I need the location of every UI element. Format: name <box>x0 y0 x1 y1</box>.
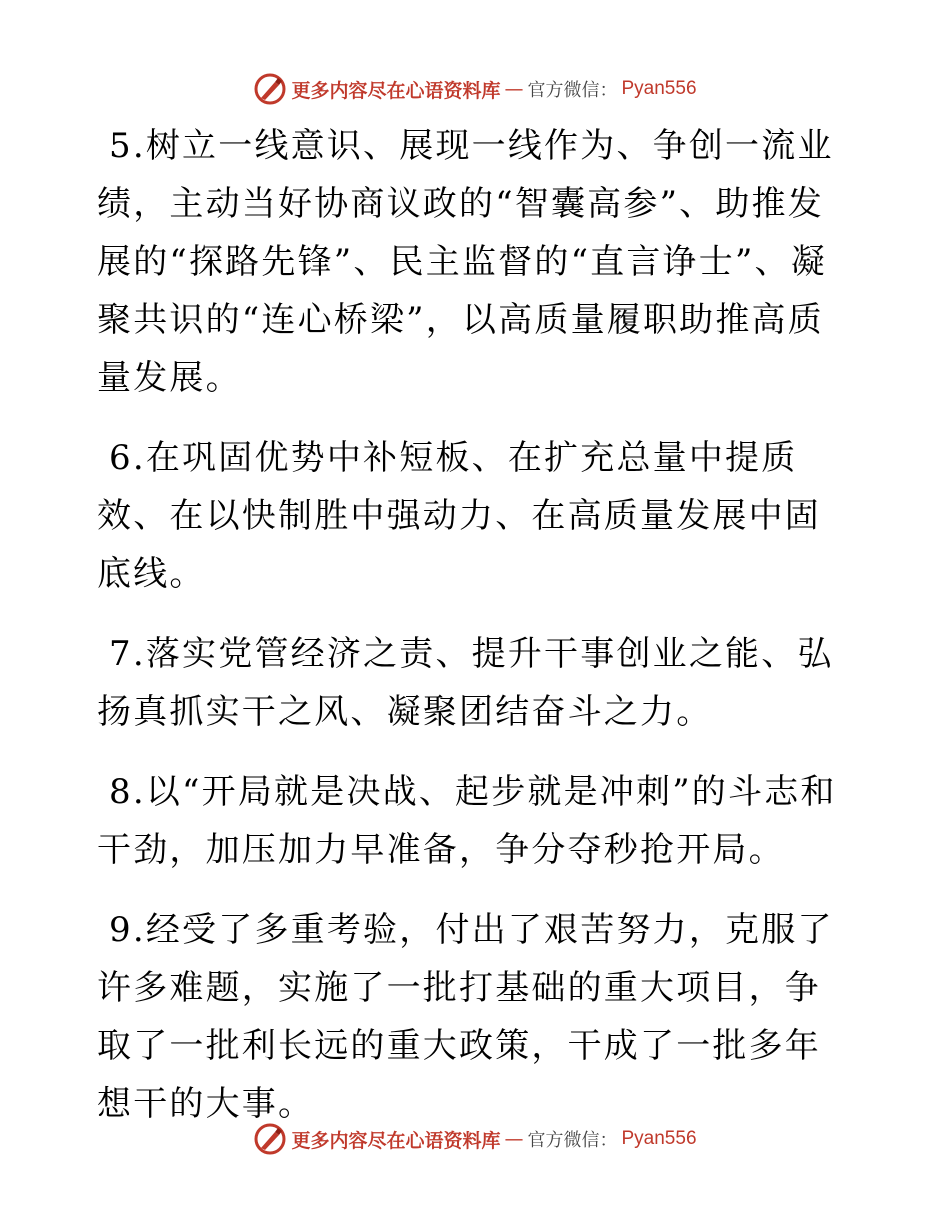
pen-logo-icon <box>253 1122 287 1156</box>
paragraph-5: 5.树立一线意识、展现一线作为、争创一流业绩，主动当好协商议政的“智囊高参”、助推发展的“探路先锋”、民主监督的“直言诤士”、凝聚共识的“连心桥梁”，以高质量履职助推高质量发展。 <box>97 126 834 398</box>
paragraph-9: 9.经受了多重考验，付出了艰苦努力，克服了许多难题，实施了一批打基础的重大项目，争取了一批利长远的重大政策，干成了一批多年想干的大事。 <box>97 910 834 1124</box>
pen-logo-icon <box>253 72 287 106</box>
paragraph-6: 6.在巩固优势中补短板、在扩充总量中提质效、在以快制胜中强动力、在高质量发展中固底线。 <box>97 438 821 594</box>
watermark-official-label: 官方微信： <box>527 1130 618 1151</box>
document-body <box>97 117 857 1155</box>
paragraph-8: 8.以“开局就是决战、起步就是冲刺”的斗志和干劲，加压加力早准备，争分夺秒抢开局。 <box>97 772 837 870</box>
watermark-wechat-id: Pyan556 <box>621 78 697 99</box>
paragraph-7: 7.落实党管经济之责、提升干事创业之能、弘扬真抓实干之风、凝聚团结奋斗之力。 <box>97 634 834 732</box>
watermark-main-text: 更多内容尽在心语资料库 <box>291 1129 501 1152</box>
watermark-official-label: 官方微信： <box>527 80 618 101</box>
watermark-dash: — <box>504 78 524 100</box>
footer-watermark <box>0 1122 950 1156</box>
watermark-wechat-id: Pyan556 <box>621 1128 697 1149</box>
header-watermark <box>0 72 950 106</box>
watermark-main-text: 更多内容尽在心语资料库 <box>291 79 501 102</box>
watermark-dash: — <box>504 1128 524 1150</box>
